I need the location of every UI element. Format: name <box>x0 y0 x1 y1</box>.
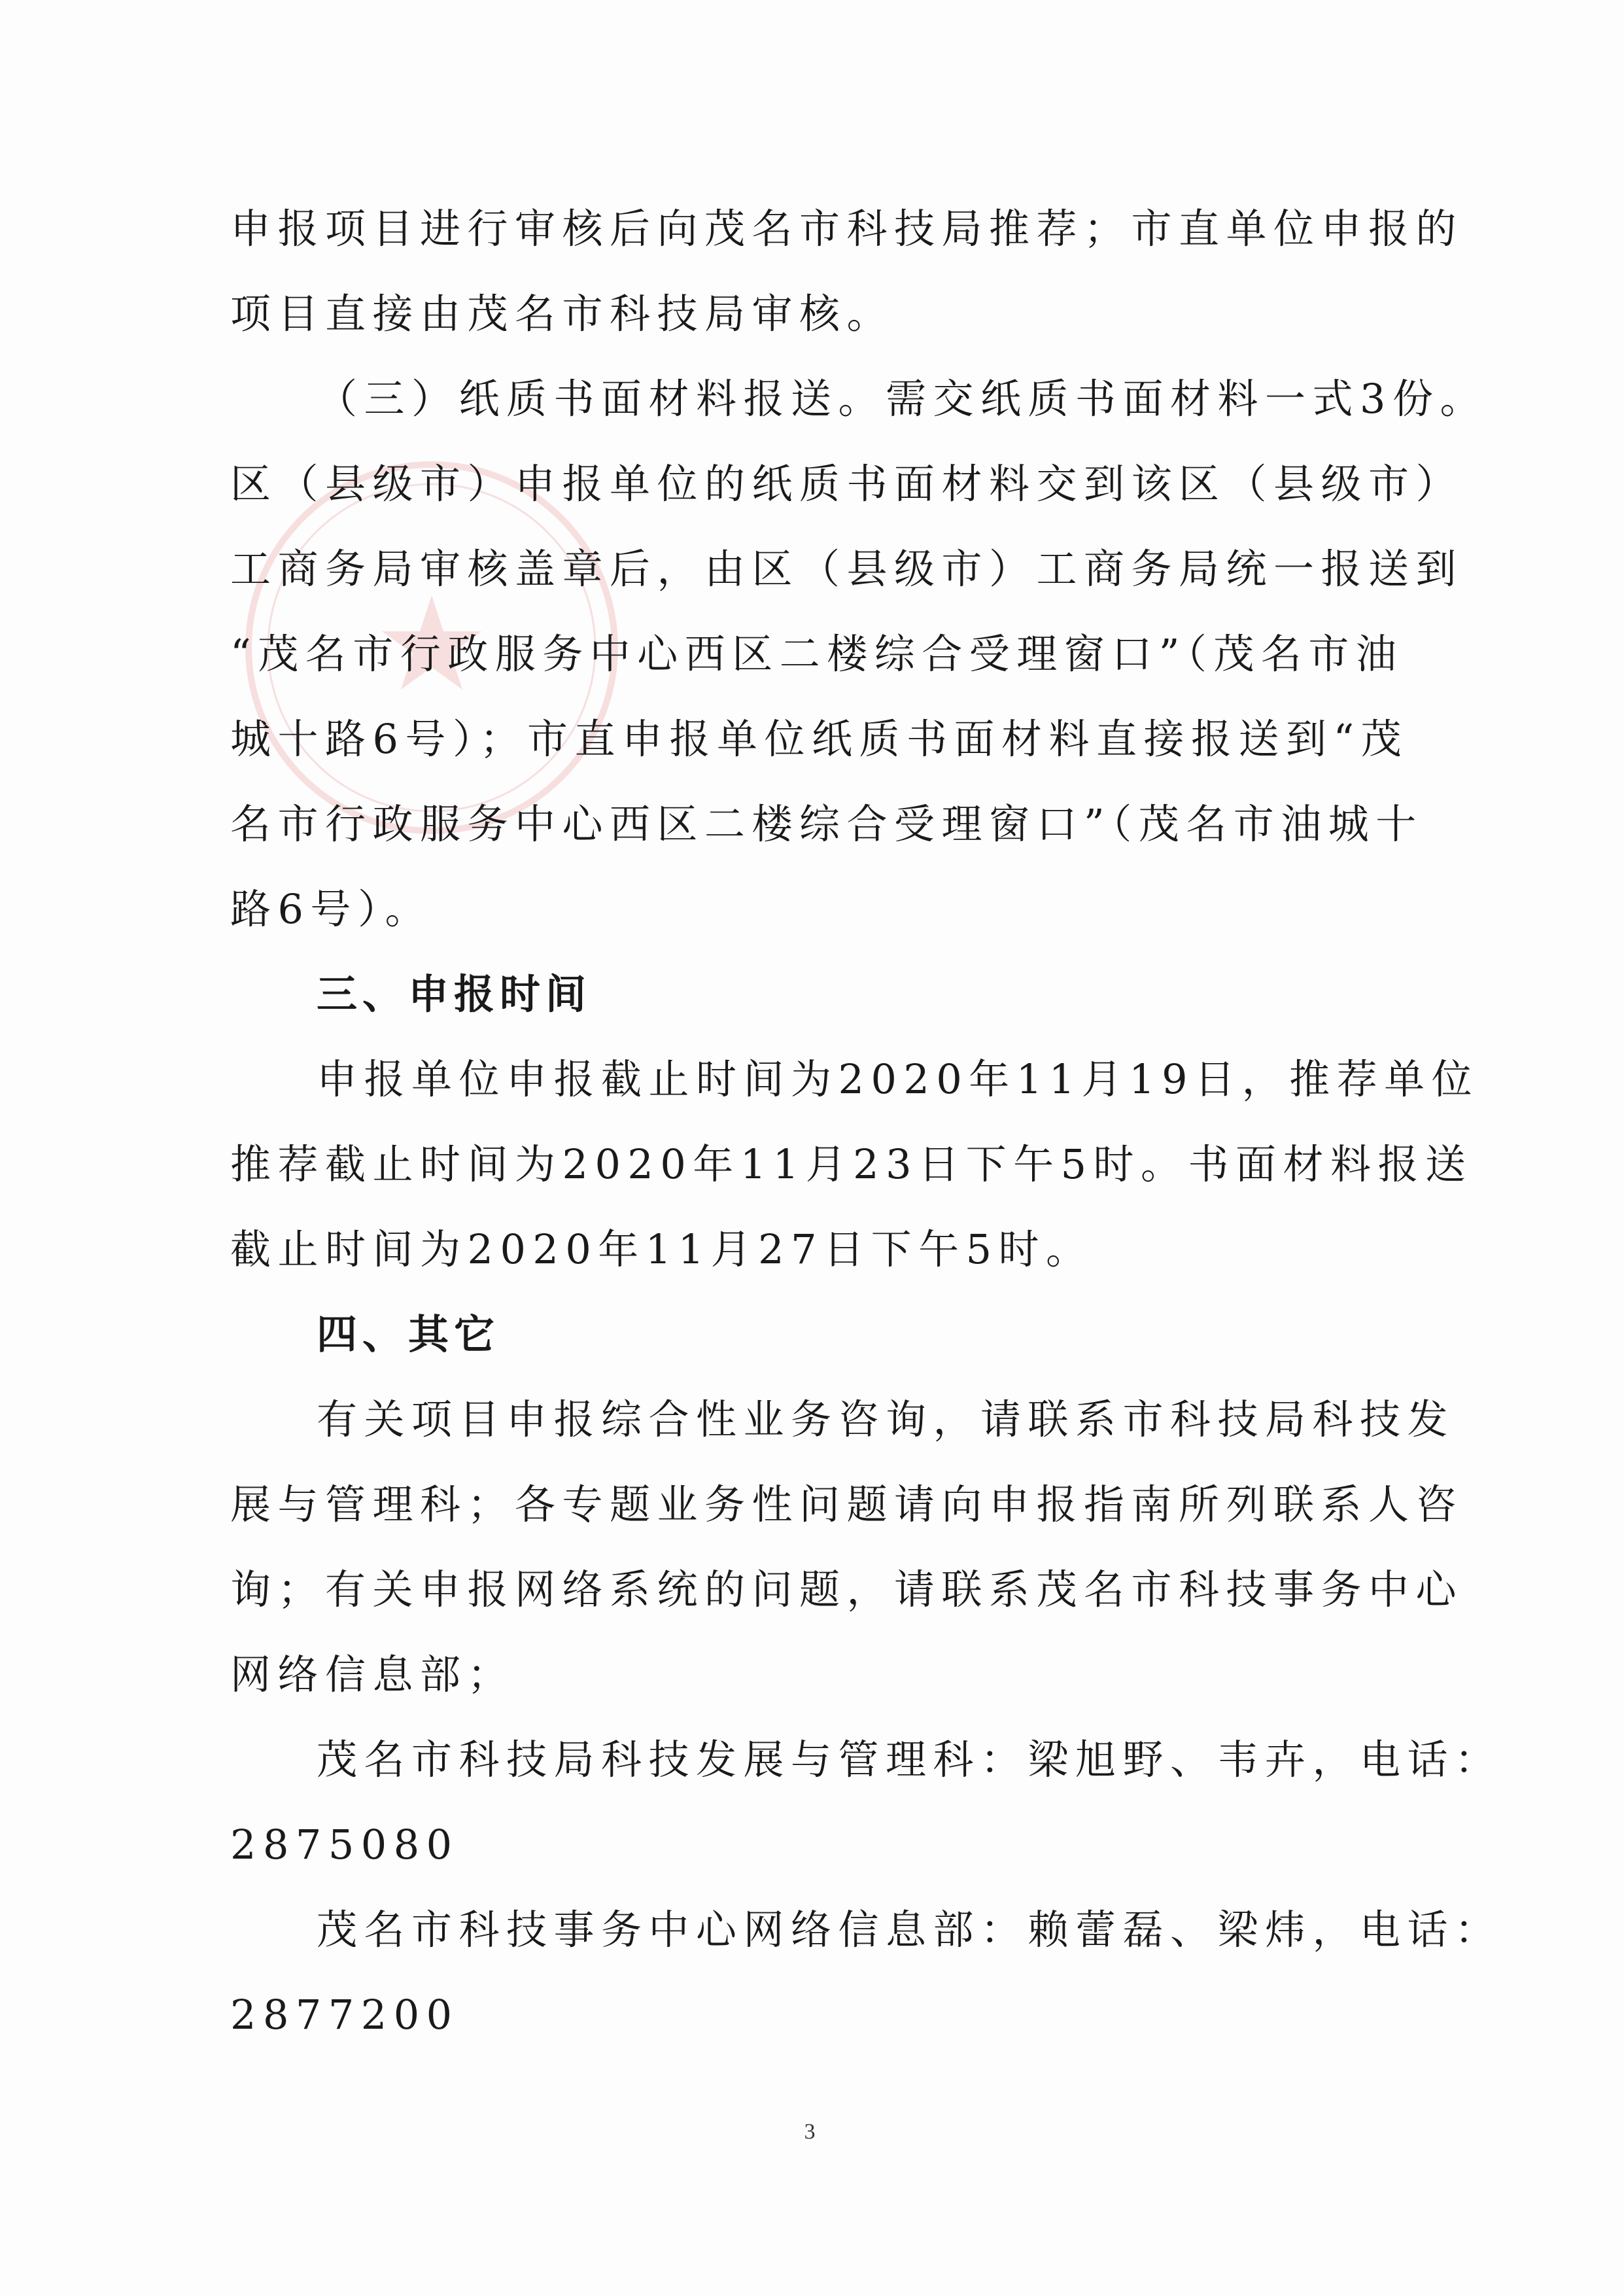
page-number: 3 <box>804 2120 816 2144</box>
paragraph-line: 网络信息部； <box>230 1651 515 1698</box>
contact-phone: 2875080 <box>230 1821 459 1868</box>
paragraph-line: 询；有关申报网络系统的问题，请联系茂名市科技事务中心 <box>230 1566 1464 1613</box>
paragraph-line: 有关项目申报综合性业务咨询，请联系市科技局科技发 <box>317 1395 1455 1443</box>
paragraph-line: 名市行政服务中心西区二楼综合受理窗口”（茂名市油城十 <box>230 800 1423 848</box>
paragraph-line: “茂名市行政服务中心西区二楼综合受理窗口”（茂名市油 <box>230 630 1404 678</box>
section-heading: 四、其它 <box>317 1310 500 1358</box>
paragraph-line: 项目直接由茂名市科技局审核。 <box>230 290 895 338</box>
paragraph-line: 路6号）。 <box>230 885 432 933</box>
paragraph-line: 申报项目进行审核后向茂名市科技局推荐；市直单位申报的 <box>230 205 1464 253</box>
contact-phone: 2877200 <box>230 1991 459 2039</box>
paragraph-line: 推荐截止时间为2020年11月23日下午5时。书面材料报送 <box>230 1140 1473 1188</box>
paragraph-line: 工商务局审核盖章后，由区（县级市）工商务局统一报送到 <box>230 545 1464 593</box>
paragraph-line: 截止时间为2020年11月27日下午5时。 <box>230 1225 1094 1273</box>
paragraph-line: 区（县级市）申报单位的纸质书面材料交到该区（县级市） <box>230 460 1464 508</box>
paragraph-line: 城十路6号）；市直申报单位纸质书面材料直接报送到“茂 <box>230 715 1409 763</box>
paragraph-line: 申报单位申报截止时间为2020年11月19日，推荐单位 <box>317 1055 1479 1103</box>
contact-line: 茂名市科技事务中心网络信息部：赖蕾磊、梁炜，电话： <box>317 1906 1502 1953</box>
paragraph-line: 展与管理科；各专题业务性问题请向申报指南所列联系人咨 <box>230 1480 1464 1528</box>
paragraph-line: （三）纸质书面材料报送。需交纸质书面材料一式3份。 <box>317 375 1487 423</box>
section-heading: 三、申报时间 <box>317 970 592 1018</box>
contact-line: 茂名市科技局科技发展与管理科：梁旭野、韦卉，电话： <box>317 1736 1502 1783</box>
